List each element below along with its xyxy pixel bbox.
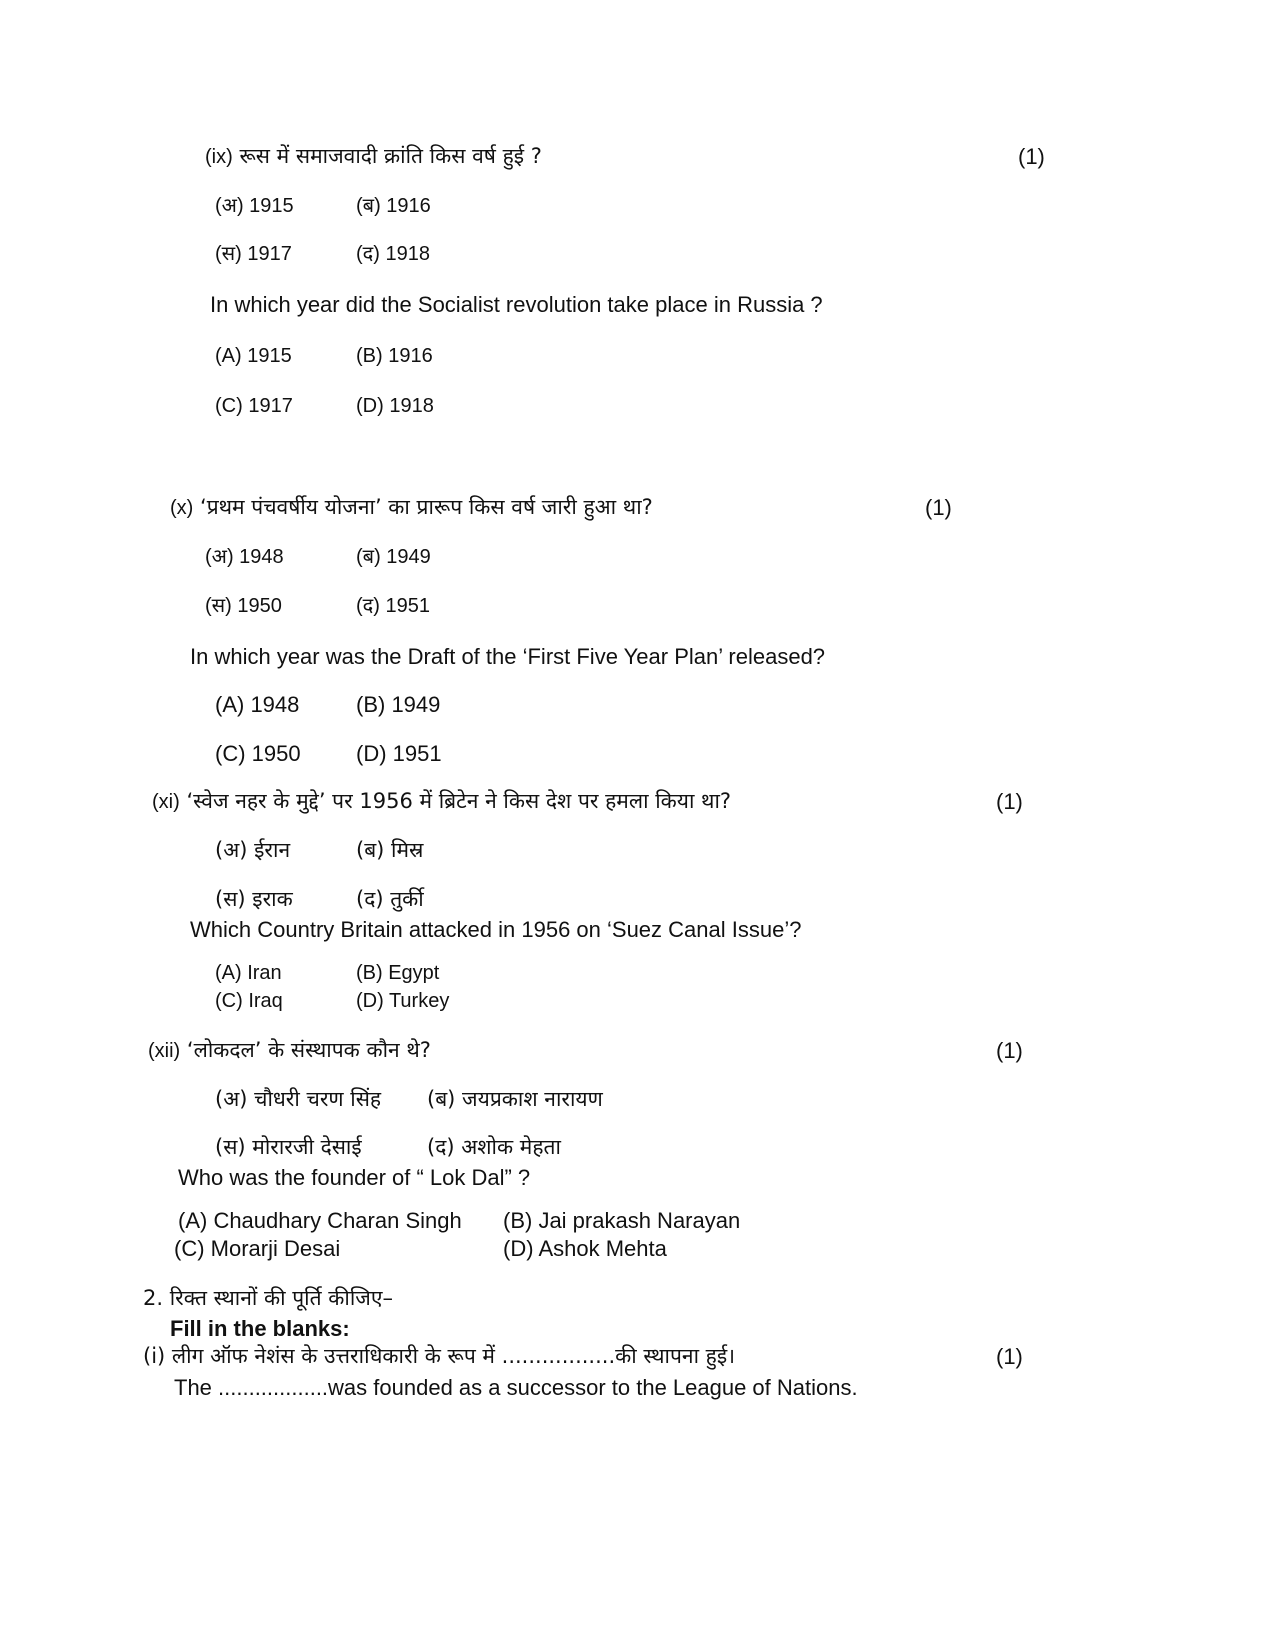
question-12-english: Who was the founder of “ Lok Dal” ? [178,1165,531,1190]
option-a: (A) 1915 [215,345,292,367]
question-10-english: In which year was the Draft of the ‘First Five Year Plan’ released? [190,644,826,669]
option-a: (A) Iran [215,962,282,984]
question-11-english: Which Country Britain attacked in 1956 on ‘Suez Canal Issue’? [190,917,802,942]
option-d: (D) 1918 [356,395,434,417]
question-text: ‘लोकदल’ के संस्थापक कौन थे? [186,1038,431,1062]
question-12-hindi [148,1040,431,1061]
question-10-hindi [170,497,653,518]
option-c: (C) 1950 [215,741,301,766]
option-b: (B) Jai prakash Narayan [503,1208,741,1233]
option-a: (अ) 1915 [215,195,294,217]
section-2-heading-hindi: 2. रिक्त स्थानों की पूर्ति कीजिए– [143,1286,393,1310]
marks-label: (1) [996,789,1023,814]
question-number: (xi) [152,791,180,813]
option-c: (स) 1950 [205,595,282,617]
option-d: (द) 1951 [356,595,430,617]
marks-label: (1) [996,1038,1023,1063]
option-b: (ब) 1949 [356,546,431,568]
option-d: (द) तुर्की [356,887,424,911]
option-b: (B) 1949 [356,692,441,717]
option-d: (D) Ashok Mehta [503,1236,667,1261]
marks-label: (1) [925,495,952,520]
option-a: (अ) ईरान [215,838,291,862]
option-d: (D) Turkey [356,990,450,1012]
question-text: ‘प्रथम पंचवर्षीय योजना’ का प्रारूप किस वर्ष जारी हुआ था? [200,495,653,519]
question-11-hindi [152,791,731,812]
option-a: (अ) चौधरी चरण सिंह [215,1087,382,1111]
option-c: (स) इराक [215,887,293,911]
option-b: (B) 1916 [356,345,433,367]
option-c: (स) 1917 [215,243,292,265]
marks-label: (1) [1018,144,1045,169]
question-number: (x) [170,497,194,519]
fill-blank-1-hindi: (i) लीग ऑफ नेशंस के उत्तराधिकारी के रूप में .................की स्थापना हुई। [143,1344,736,1368]
question-text: रूस में समाजवादी क्रांति किस वर्ष हुई ? [239,144,542,168]
question-9-hindi [205,146,542,167]
option-b: (B) Egypt [356,962,440,984]
option-b: (ब) जयप्रकाश नारायण [427,1087,603,1111]
option-d: (द) अशोक मेहता [427,1135,561,1159]
option-a: (अ) 1948 [205,546,284,568]
option-a: (A) Chaudhary Charan Singh [178,1208,462,1233]
option-d: (द) 1918 [356,243,430,265]
option-b: (ब) मिस्र [356,838,424,862]
option-c: (स) मोरारजी देसाई [215,1135,362,1159]
option-c: (C) 1917 [215,395,293,417]
option-a: (A) 1948 [215,692,300,717]
option-b: (ब) 1916 [356,195,431,217]
option-c: (C) Morarji Desai [174,1236,341,1261]
question-text: ‘स्वेज नहर के मुद्दे’ पर 1956 में ब्रिटेन ने किस देश पर हमला किया था? [186,789,732,813]
marks-label: (1) [996,1344,1023,1369]
option-c: (C) Iraq [215,990,283,1012]
section-2-heading-english: Fill in the blanks: [170,1316,350,1341]
question-number: (xii) [148,1040,181,1062]
fill-blank-1-english: The ..................was founded as a successor to the League of Nations. [174,1375,858,1400]
question-9-english: In which year did the Socialist revolution take place in Russia ? [210,292,823,317]
option-d: (D) 1951 [356,741,442,766]
question-number: (ix) [205,146,233,168]
